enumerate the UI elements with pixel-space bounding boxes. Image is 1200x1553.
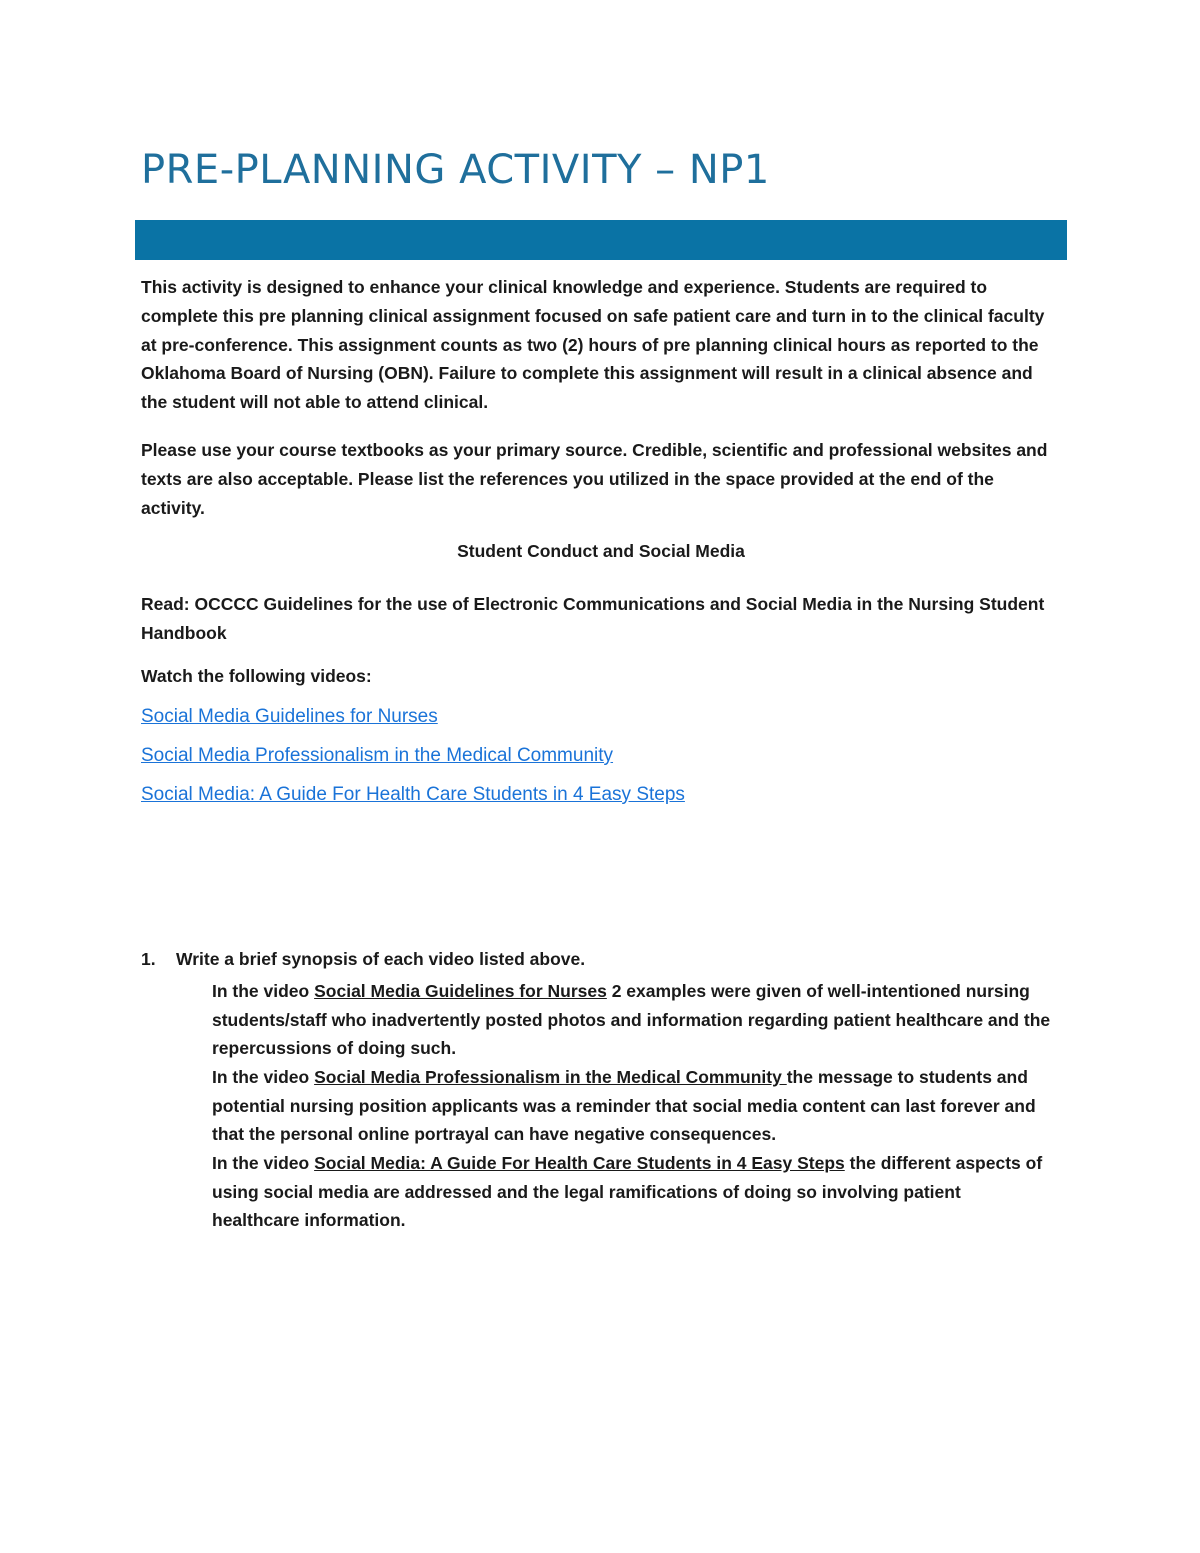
answer-prefix: In the video bbox=[212, 1067, 315, 1087]
intro-paragraph: This activity is designed to enhance your clinical knowledge and experience. Students are required to complete this pre planning clinical assignment focused on safe patient care and turn in to the clinical faculty at pre-conference. This assignment counts as two (2) hours of pre planning clinical hours as reported to the Oklahoma Board of Nursing (OBN). Failure to complete this assignment will result in a clinical absence and the student will not able to attend clinical. bbox=[141, 277, 1045, 413]
answer-synopsis-3 bbox=[212, 1149, 1052, 1235]
answer-video-title: Social Media Guidelines for Nurses bbox=[314, 981, 607, 1001]
sources-paragraph: Please use your course textbooks as your primary source. Credible, scientific and professional websites and texts are also acceptable. Please list the references you utilized in the space provided at the end of the activity. bbox=[141, 440, 1048, 518]
question-text: Write a brief synopsis of each video listed above. bbox=[176, 949, 586, 969]
answer-synopsis-2 bbox=[212, 1063, 1052, 1149]
video-link-guide[interactable]: Social Media: A Guide For Health Care Students in 4 Easy Steps bbox=[141, 784, 685, 805]
video-link-professionalism[interactable]: Social Media Professionalism in the Medical Community bbox=[141, 745, 614, 766]
answer-video-title: Social Media: A Guide For Health Care Students in 4 Easy Steps bbox=[314, 1153, 845, 1173]
answer-text: 2 examples were given of well-intentioned nursing students/staff who inadvertently posted photos and information regarding patient healthcare and the repercussions of doing such. bbox=[212, 981, 1051, 1059]
section-heading: Student Conduct and Social Media bbox=[457, 541, 745, 561]
answer-synopsis-1 bbox=[212, 977, 1052, 1063]
answer-text: the different aspects of using social media are addressed and the legal ramifications of doing so involving patient healthcare information. bbox=[212, 1153, 1043, 1231]
page-title: PRE-PLANNING ACTIVITY – NP1 bbox=[141, 147, 770, 193]
answer-prefix: In the video bbox=[212, 981, 315, 1001]
read-instruction: Read: OCCCC Guidelines for the use of Electronic Communications and Social Media in the Nursing Student Handbook bbox=[141, 594, 1045, 643]
answer-video-title: Social Media Professionalism in the Medical Community bbox=[314, 1067, 787, 1087]
watch-heading: Watch the following videos: bbox=[141, 666, 372, 686]
answer-text: the message to students and potential nursing position applicants was a reminder that social media content can last forever and that the personal online portrayal can have negative consequences. bbox=[212, 1067, 1036, 1145]
video-link-guidelines[interactable]: Social Media Guidelines for Nurses bbox=[141, 706, 438, 727]
question-number: 1. bbox=[141, 949, 156, 969]
title-banner-bar bbox=[135, 220, 1067, 260]
question-1 bbox=[141, 949, 585, 970]
answer-prefix: In the video bbox=[212, 1153, 315, 1173]
